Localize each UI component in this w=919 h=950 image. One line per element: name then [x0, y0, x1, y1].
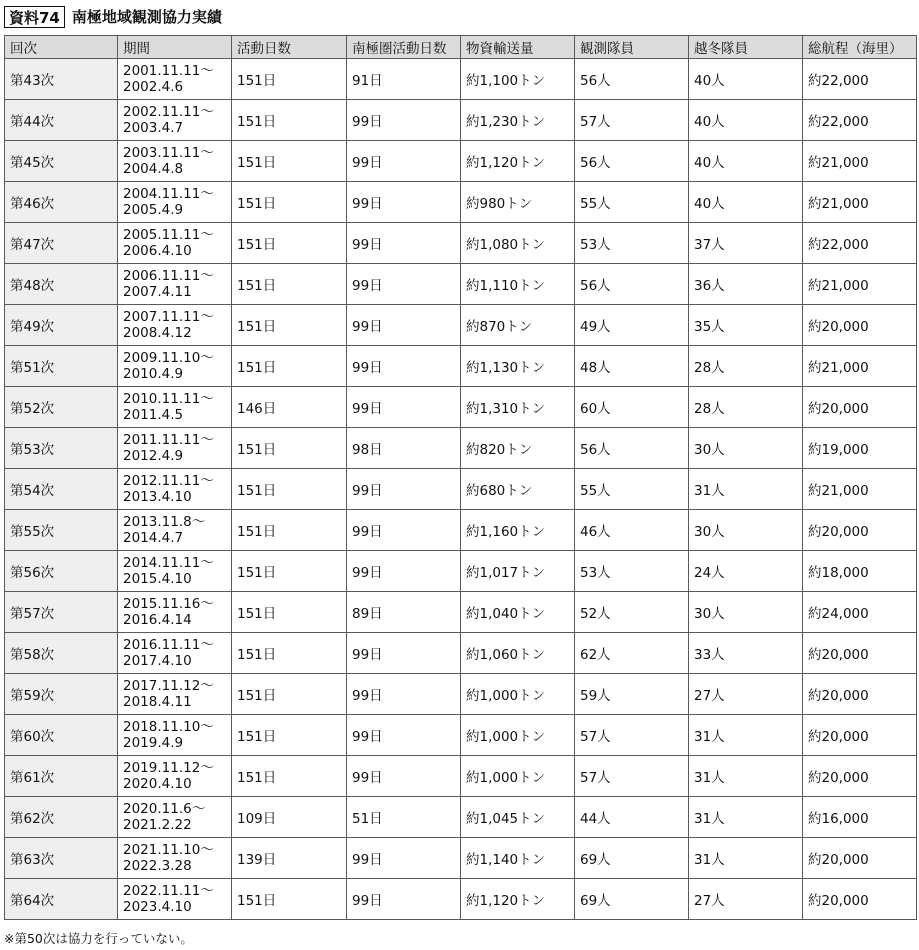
cell-cargo: 約1,230トン — [461, 100, 575, 141]
table-row — [5, 305, 917, 346]
cell-period — [118, 428, 232, 469]
period-end: 2020.4.10 — [123, 776, 192, 792]
cell-round: 第54次 — [5, 469, 118, 510]
cell-winter: 40人 — [689, 182, 803, 223]
cell-days: 139日 — [232, 838, 347, 879]
cell-round: 第45次 — [5, 141, 118, 182]
table-row — [5, 469, 917, 510]
cell-cargo: 約1,017トン — [461, 551, 575, 592]
cell-cargo: 約1,040トン — [461, 592, 575, 633]
cell-period — [118, 59, 232, 100]
table-row — [5, 346, 917, 387]
cell-cargo: 約1,100トン — [461, 59, 575, 100]
cell-observers: 55人 — [575, 182, 689, 223]
cell-observers: 56人 — [575, 428, 689, 469]
cell-antarctic-days: 99日 — [347, 305, 461, 346]
table-row — [5, 756, 917, 797]
cell-observers: 62人 — [575, 633, 689, 674]
cell-observers: 48人 — [575, 346, 689, 387]
cell-days: 151日 — [232, 879, 347, 920]
cell-winter: 31人 — [689, 756, 803, 797]
cell-round: 第48次 — [5, 264, 118, 305]
period-start: 2009.11.10～ — [123, 350, 214, 366]
cell-period — [118, 838, 232, 879]
cell-antarctic-days: 99日 — [347, 223, 461, 264]
cell-antarctic-days: 99日 — [347, 141, 461, 182]
cell-days: 151日 — [232, 633, 347, 674]
cell-round: 第53次 — [5, 428, 118, 469]
document-title: 南極地域観測協力実績 — [71, 8, 222, 26]
table-row — [5, 879, 917, 920]
period-start: 2002.11.11～ — [123, 104, 214, 120]
cell-cargo: 約1,310トン — [461, 387, 575, 428]
cell-days: 151日 — [232, 715, 347, 756]
cell-distance: 約24,000 — [803, 592, 917, 633]
footnote: ※第50次は協力を行っていない。 — [4, 931, 193, 946]
cell-days: 151日 — [232, 182, 347, 223]
cell-period — [118, 633, 232, 674]
table-row — [5, 633, 917, 674]
cell-observers: 57人 — [575, 715, 689, 756]
cell-period — [118, 879, 232, 920]
document-header — [4, 4, 222, 30]
period-end: 2023.4.10 — [123, 899, 192, 915]
period-start: 2001.11.11～ — [123, 63, 214, 79]
cell-round: 第62次 — [5, 797, 118, 838]
period-end: 2004.4.8 — [123, 161, 184, 177]
cell-cargo: 約1,120トン — [461, 879, 575, 920]
cell-distance: 約21,000 — [803, 141, 917, 182]
period-start: 2011.11.11～ — [123, 432, 214, 448]
table-row — [5, 387, 917, 428]
cell-distance: 約18,000 — [803, 551, 917, 592]
cell-days: 151日 — [232, 264, 347, 305]
period-end: 2022.3.28 — [123, 858, 192, 874]
cell-observers: 53人 — [575, 223, 689, 264]
cell-period — [118, 551, 232, 592]
cell-antarctic-days: 99日 — [347, 551, 461, 592]
cell-observers: 60人 — [575, 387, 689, 428]
cell-cargo: 約870トン — [461, 305, 575, 346]
period-start: 2015.11.16～ — [123, 596, 214, 612]
cell-cargo: 約1,000トン — [461, 715, 575, 756]
document-label: 資料74 — [4, 6, 65, 28]
cell-days: 151日 — [232, 469, 347, 510]
cell-distance: 約20,000 — [803, 633, 917, 674]
period-end: 2015.4.10 — [123, 571, 192, 587]
cell-winter: 27人 — [689, 879, 803, 920]
period-end: 2016.4.14 — [123, 612, 192, 628]
cell-cargo: 約1,140トン — [461, 838, 575, 879]
header-period: 期間 — [118, 36, 232, 59]
cell-winter: 37人 — [689, 223, 803, 264]
cell-observers: 49人 — [575, 305, 689, 346]
header-observers: 観測隊員 — [575, 36, 689, 59]
cell-days: 151日 — [232, 674, 347, 715]
cell-cargo: 約980トン — [461, 182, 575, 223]
table-row — [5, 838, 917, 879]
table-row — [5, 100, 917, 141]
cell-observers: 56人 — [575, 264, 689, 305]
cell-antarctic-days: 99日 — [347, 264, 461, 305]
cell-observers: 57人 — [575, 756, 689, 797]
cell-distance: 約16,000 — [803, 797, 917, 838]
cell-period — [118, 469, 232, 510]
cell-winter: 40人 — [689, 100, 803, 141]
cell-distance: 約19,000 — [803, 428, 917, 469]
cell-antarctic-days: 99日 — [347, 182, 461, 223]
cell-observers: 57人 — [575, 100, 689, 141]
table-row — [5, 59, 917, 100]
cell-winter: 30人 — [689, 592, 803, 633]
period-end: 2008.4.12 — [123, 325, 192, 341]
table-row — [5, 223, 917, 264]
cell-period — [118, 715, 232, 756]
period-start: 2004.11.11～ — [123, 186, 214, 202]
cell-distance: 約22,000 — [803, 223, 917, 264]
cell-antarctic-days: 99日 — [347, 674, 461, 715]
period-start: 2007.11.11～ — [123, 309, 214, 325]
cell-distance: 約20,000 — [803, 838, 917, 879]
cell-days: 151日 — [232, 59, 347, 100]
table-row — [5, 182, 917, 223]
period-end: 2006.4.10 — [123, 243, 192, 259]
cell-period — [118, 797, 232, 838]
period-end: 2014.4.7 — [123, 530, 184, 546]
cell-days: 151日 — [232, 428, 347, 469]
cell-distance: 約20,000 — [803, 756, 917, 797]
cell-distance: 約22,000 — [803, 100, 917, 141]
header-row — [5, 36, 917, 59]
cell-distance: 約21,000 — [803, 346, 917, 387]
period-end: 2010.4.9 — [123, 366, 184, 382]
cell-observers: 59人 — [575, 674, 689, 715]
cell-cargo: 約1,000トン — [461, 674, 575, 715]
cell-winter: 31人 — [689, 715, 803, 756]
cell-winter: 40人 — [689, 141, 803, 182]
cell-period — [118, 592, 232, 633]
cell-days: 151日 — [232, 346, 347, 387]
cell-days: 151日 — [232, 756, 347, 797]
cell-round: 第63次 — [5, 838, 118, 879]
cell-distance: 約22,000 — [803, 59, 917, 100]
cell-observers: 53人 — [575, 551, 689, 592]
period-start: 2021.11.10～ — [123, 842, 214, 858]
cell-round: 第49次 — [5, 305, 118, 346]
cell-round: 第51次 — [5, 346, 118, 387]
cell-distance: 約20,000 — [803, 510, 917, 551]
cell-observers: 69人 — [575, 838, 689, 879]
cell-cargo: 約1,060トン — [461, 633, 575, 674]
period-start: 2014.11.11～ — [123, 555, 214, 571]
cell-antarctic-days: 99日 — [347, 879, 461, 920]
header-distance: 総航程（海里） — [803, 36, 917, 59]
table-row — [5, 551, 917, 592]
cell-days: 151日 — [232, 592, 347, 633]
header-days: 活動日数 — [232, 36, 347, 59]
cell-winter: 31人 — [689, 838, 803, 879]
period-start: 2019.11.12～ — [123, 760, 214, 776]
cell-antarctic-days: 51日 — [347, 797, 461, 838]
period-end: 2018.4.11 — [123, 694, 192, 710]
cell-days: 151日 — [232, 223, 347, 264]
period-end: 2005.4.9 — [123, 202, 184, 218]
header-cargo: 物資輸送量 — [461, 36, 575, 59]
period-end: 2002.4.6 — [123, 79, 184, 95]
cell-winter: 36人 — [689, 264, 803, 305]
cell-observers: 55人 — [575, 469, 689, 510]
cell-round: 第55次 — [5, 510, 118, 551]
cell-antarctic-days: 99日 — [347, 387, 461, 428]
cell-round: 第47次 — [5, 223, 118, 264]
cell-period — [118, 387, 232, 428]
cell-winter: 27人 — [689, 674, 803, 715]
cell-round: 第44次 — [5, 100, 118, 141]
cell-distance: 約20,000 — [803, 674, 917, 715]
period-end: 2003.4.7 — [123, 120, 184, 136]
cell-antarctic-days: 99日 — [347, 510, 461, 551]
cell-days: 151日 — [232, 141, 347, 182]
cell-days: 151日 — [232, 551, 347, 592]
cell-observers: 56人 — [575, 59, 689, 100]
cell-antarctic-days: 98日 — [347, 428, 461, 469]
cell-round: 第61次 — [5, 756, 118, 797]
cell-days: 151日 — [232, 510, 347, 551]
table-row — [5, 592, 917, 633]
cell-winter: 33人 — [689, 633, 803, 674]
cell-antarctic-days: 99日 — [347, 756, 461, 797]
cell-period — [118, 182, 232, 223]
cell-cargo: 約1,080トン — [461, 223, 575, 264]
period-start: 2013.11.8～ — [123, 514, 206, 530]
cell-round: 第64次 — [5, 879, 118, 920]
cell-antarctic-days: 99日 — [347, 838, 461, 879]
cell-period — [118, 141, 232, 182]
period-start: 2003.11.11～ — [123, 145, 214, 161]
cell-cargo: 約1,120トン — [461, 141, 575, 182]
period-end: 2007.4.11 — [123, 284, 192, 300]
cell-days: 151日 — [232, 305, 347, 346]
cell-round: 第46次 — [5, 182, 118, 223]
period-start: 2018.11.10～ — [123, 719, 214, 735]
cell-antarctic-days: 99日 — [347, 469, 461, 510]
cell-round: 第56次 — [5, 551, 118, 592]
period-start: 2010.11.11～ — [123, 391, 214, 407]
cell-cargo: 約680トン — [461, 469, 575, 510]
cell-period — [118, 100, 232, 141]
period-start: 2017.11.12～ — [123, 678, 214, 694]
cell-round: 第57次 — [5, 592, 118, 633]
cell-observers: 44人 — [575, 797, 689, 838]
cell-period — [118, 305, 232, 346]
cell-period — [118, 756, 232, 797]
cell-winter: 31人 — [689, 469, 803, 510]
table-row — [5, 797, 917, 838]
cell-winter: 28人 — [689, 346, 803, 387]
cell-round: 第43次 — [5, 59, 118, 100]
cell-observers: 46人 — [575, 510, 689, 551]
period-end: 2013.4.10 — [123, 489, 192, 505]
period-start: 2022.11.11～ — [123, 883, 214, 899]
cell-cargo: 約1,000トン — [461, 756, 575, 797]
table-body — [5, 59, 917, 920]
cell-winter: 24人 — [689, 551, 803, 592]
period-start: 2012.11.11～ — [123, 473, 214, 489]
cell-distance: 約20,000 — [803, 387, 917, 428]
table-row — [5, 715, 917, 756]
cell-winter: 40人 — [689, 59, 803, 100]
cell-antarctic-days: 99日 — [347, 346, 461, 387]
cell-distance: 約20,000 — [803, 879, 917, 920]
period-start: 2005.11.11～ — [123, 227, 214, 243]
period-end: 2017.4.10 — [123, 653, 192, 669]
cell-period — [118, 264, 232, 305]
period-end: 2012.4.9 — [123, 448, 184, 464]
cell-observers: 69人 — [575, 879, 689, 920]
cell-cargo: 約1,130トン — [461, 346, 575, 387]
period-start: 2016.11.11～ — [123, 637, 214, 653]
cell-round: 第59次 — [5, 674, 118, 715]
table-row — [5, 264, 917, 305]
cell-antarctic-days: 99日 — [347, 100, 461, 141]
table-row — [5, 428, 917, 469]
cell-distance: 約20,000 — [803, 715, 917, 756]
period-start: 2006.11.11～ — [123, 268, 214, 284]
table-row — [5, 674, 917, 715]
cell-cargo: 約1,160トン — [461, 510, 575, 551]
cell-period — [118, 674, 232, 715]
cooperation-table — [4, 35, 917, 920]
cell-antarctic-days: 89日 — [347, 592, 461, 633]
table-row — [5, 510, 917, 551]
period-end: 2019.4.9 — [123, 735, 184, 751]
cell-antarctic-days: 99日 — [347, 633, 461, 674]
cell-winter: 28人 — [689, 387, 803, 428]
cell-days: 151日 — [232, 100, 347, 141]
cell-days: 109日 — [232, 797, 347, 838]
cell-observers: 52人 — [575, 592, 689, 633]
cell-distance: 約21,000 — [803, 469, 917, 510]
cell-winter: 30人 — [689, 510, 803, 551]
cell-period — [118, 346, 232, 387]
cell-cargo: 約1,110トン — [461, 264, 575, 305]
cell-round: 第58次 — [5, 633, 118, 674]
cell-period — [118, 510, 232, 551]
cell-cargo: 約1,045トン — [461, 797, 575, 838]
cell-distance: 約20,000 — [803, 305, 917, 346]
cell-antarctic-days: 91日 — [347, 59, 461, 100]
period-start: 2020.11.6～ — [123, 801, 206, 817]
table-row — [5, 141, 917, 182]
header-round: 回次 — [5, 36, 118, 59]
cell-days: 146日 — [232, 387, 347, 428]
cell-observers: 56人 — [575, 141, 689, 182]
period-end: 2011.4.5 — [123, 407, 184, 423]
cell-antarctic-days: 99日 — [347, 715, 461, 756]
cell-winter: 31人 — [689, 797, 803, 838]
cell-round: 第60次 — [5, 715, 118, 756]
cell-cargo: 約820トン — [461, 428, 575, 469]
cell-period — [118, 223, 232, 264]
cell-winter: 35人 — [689, 305, 803, 346]
cell-distance: 約21,000 — [803, 182, 917, 223]
header-winter: 越冬隊員 — [689, 36, 803, 59]
cell-winter: 30人 — [689, 428, 803, 469]
cell-distance: 約21,000 — [803, 264, 917, 305]
period-end: 2021.2.22 — [123, 817, 192, 833]
cell-round: 第52次 — [5, 387, 118, 428]
header-antarctic-days: 南極圏活動日数 — [347, 36, 461, 59]
